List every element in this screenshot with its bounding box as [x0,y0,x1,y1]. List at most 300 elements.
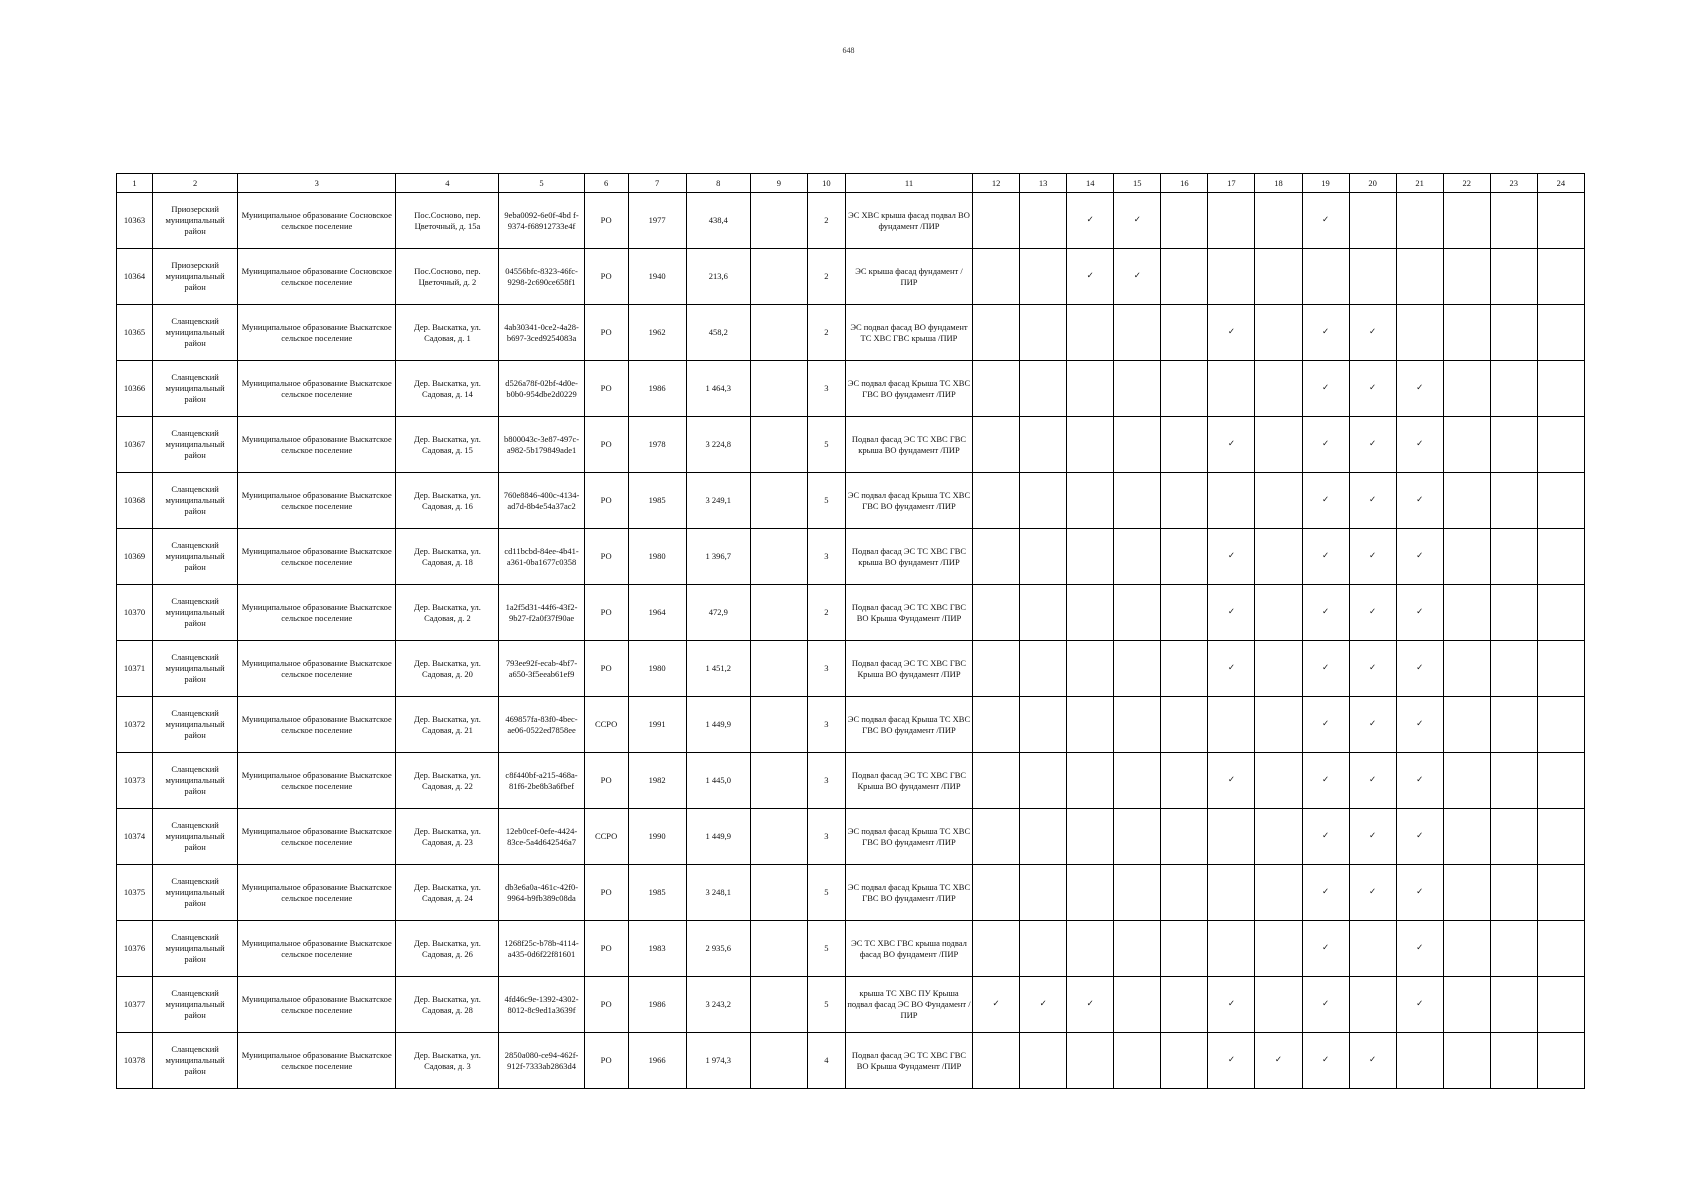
ownership-form-cell: РО [584,249,628,305]
empty-check-cell [1067,1033,1114,1089]
empty-check-cell [1490,921,1537,977]
empty-check-cell [1114,977,1161,1033]
empty-check-cell [1396,305,1443,361]
empty-check-cell [1255,417,1302,473]
page-number: 648 [842,46,855,55]
works-list-cell: Подвал фасад ЭС ТС ХВС ГВС ВО Крыша Фундамент /ПИР [845,1033,972,1089]
floor-count-cell: 2 [807,305,845,361]
empty-check-cell [1537,697,1584,753]
checkmark-icon: ✓ [1302,305,1349,361]
empty-check-cell [1020,417,1067,473]
checkmark-icon: ✓ [1396,585,1443,641]
ownership-form-cell: РО [584,305,628,361]
municipality-cell: Муниципальное образование Выскатское сельское поселение [238,809,396,865]
build-year-cell: 1980 [628,641,686,697]
total-area-cell: 2 935,6 [686,921,750,977]
empty-check-cell [1020,305,1067,361]
record-id-cell: 10369 [117,529,153,585]
column-header-9: 9 [750,174,807,193]
empty-check-cell [1443,249,1490,305]
table-row [117,361,1585,417]
column-header-15: 15 [1114,174,1161,193]
empty-check-cell [1443,977,1490,1033]
empty-check-cell [1349,921,1396,977]
column-9-cell [750,641,807,697]
build-year-cell: 1982 [628,753,686,809]
empty-check-cell [1161,305,1208,361]
floor-count-cell: 5 [807,921,845,977]
column-header-17: 17 [1208,174,1255,193]
ownership-form-cell: РО [584,585,628,641]
building-guid-cell: cd11bcbd-84ee-4b41-a361-0ba1677c0358 [499,529,584,585]
address-cell: Дер. Выскатка, ул. Садовая, д. 16 [396,473,499,529]
empty-check-cell [1490,585,1537,641]
empty-check-cell [973,921,1020,977]
empty-check-cell [973,417,1020,473]
record-id-cell: 10370 [117,585,153,641]
empty-check-cell [1161,585,1208,641]
empty-check-cell [1067,865,1114,921]
build-year-cell: 1964 [628,585,686,641]
checkmark-icon: ✓ [1349,697,1396,753]
checkmark-icon: ✓ [1396,473,1443,529]
column-9-cell [750,753,807,809]
empty-check-cell [1255,585,1302,641]
checkmark-icon: ✓ [1302,921,1349,977]
table-row [117,305,1585,361]
checkmark-icon: ✓ [1396,417,1443,473]
build-year-cell: 1966 [628,1033,686,1089]
column-header-19: 19 [1302,174,1349,193]
empty-check-cell [1208,809,1255,865]
column-9-cell [750,305,807,361]
checkmark-icon: ✓ [1114,193,1161,249]
empty-check-cell [1161,417,1208,473]
ownership-form-cell: РО [584,473,628,529]
empty-check-cell [1443,809,1490,865]
checkmark-icon: ✓ [1396,977,1443,1033]
empty-check-cell [1161,865,1208,921]
empty-check-cell [1490,1033,1537,1089]
municipality-cell: Муниципальное образование Выскатское сельское поселение [238,585,396,641]
checkmark-icon: ✓ [1396,697,1443,753]
empty-check-cell [1020,865,1067,921]
housing-register-table [116,173,1585,1089]
checkmark-icon: ✓ [1349,473,1396,529]
works-list-cell: Подвал фасад ЭС ТС ХВС ГВС Крыша ВО фундамент /ПИР [845,641,972,697]
empty-check-cell [1114,865,1161,921]
empty-check-cell [1114,529,1161,585]
empty-check-cell [1067,697,1114,753]
checkmark-icon: ✓ [1302,1033,1349,1089]
total-area-cell: 3 249,1 [686,473,750,529]
empty-check-cell [1020,921,1067,977]
building-guid-cell: 1a2f5d31-44f6-43f2-9b27-f2a0f37f90ae [499,585,584,641]
checkmark-icon: ✓ [973,977,1020,1033]
district-cell: Сланцевский муниципальный район [153,473,238,529]
build-year-cell: 1985 [628,473,686,529]
empty-check-cell [1396,1033,1443,1089]
empty-check-cell [1067,585,1114,641]
table-row [117,585,1585,641]
column-9-cell [750,809,807,865]
record-id-cell: 10373 [117,753,153,809]
empty-check-cell [1443,697,1490,753]
total-area-cell: 213,6 [686,249,750,305]
address-cell: Дер. Выскатка, ул. Садовая, д. 15 [396,417,499,473]
floor-count-cell: 2 [807,585,845,641]
building-guid-cell: 793ee92f-ecab-4bf7-a650-3f5eeab61ef9 [499,641,584,697]
column-header-13: 13 [1020,174,1067,193]
record-id-cell: 10376 [117,921,153,977]
empty-check-cell [1396,249,1443,305]
empty-check-cell [1161,193,1208,249]
district-cell: Сланцевский муниципальный район [153,977,238,1033]
works-list-cell: Подвал фасад ЭС ТС ХВС ГВС крыша ВО фундамент /ПИР [845,417,972,473]
empty-check-cell [1396,193,1443,249]
empty-check-cell [1067,809,1114,865]
building-guid-cell: b800043c-3e87-497c-a982-5b179849ade1 [499,417,584,473]
table-row [117,1033,1585,1089]
ownership-form-cell: РО [584,753,628,809]
empty-check-cell [1490,473,1537,529]
column-header-10: 10 [807,174,845,193]
ownership-form-cell: ССРО [584,809,628,865]
district-cell: Сланцевский муниципальный район [153,921,238,977]
district-cell: Сланцевский муниципальный район [153,305,238,361]
municipality-cell: Муниципальное образование Выскатское сельское поселение [238,1033,396,1089]
build-year-cell: 1962 [628,305,686,361]
empty-check-cell [1255,193,1302,249]
record-id-cell: 10365 [117,305,153,361]
works-list-cell: крыша ТС ХВС ПУ Крыша подвал фасад ЭС ВО Фундамент /ПИР [845,977,972,1033]
works-list-cell: Подвал фасад ЭС ТС ХВС ГВС ВО Крыша Фундамент /ПИР [845,585,972,641]
table-row [117,809,1585,865]
checkmark-icon: ✓ [1349,809,1396,865]
column-9-cell [750,585,807,641]
empty-check-cell [1255,753,1302,809]
empty-check-cell [1020,473,1067,529]
empty-check-cell [973,361,1020,417]
building-guid-cell: 04556bfc-8323-46fc-9298-2c690ce658f1 [499,249,584,305]
column-9-cell [750,361,807,417]
total-area-cell: 1 974,3 [686,1033,750,1089]
table-row [117,977,1585,1033]
checkmark-icon: ✓ [1349,753,1396,809]
municipality-cell: Муниципальное образование Выскатское сельское поселение [238,641,396,697]
empty-check-cell [1443,1033,1490,1089]
total-area-cell: 472,9 [686,585,750,641]
empty-check-cell [973,697,1020,753]
column-header-20: 20 [1349,174,1396,193]
build-year-cell: 1986 [628,361,686,417]
works-list-cell: ЭС ХВС крыша фасад подвал ВО фундамент /ПИР [845,193,972,249]
address-cell: Дер. Выскатка, ул. Садовая, д. 22 [396,753,499,809]
checkmark-icon: ✓ [1396,529,1443,585]
header-row [117,174,1585,193]
empty-check-cell [1255,361,1302,417]
empty-check-cell [1537,585,1584,641]
record-id-cell: 10364 [117,249,153,305]
empty-check-cell [1255,305,1302,361]
works-list-cell: Подвал фасад ЭС ТС ХВС ГВС крыша ВО фундамент /ПИР [845,529,972,585]
ownership-form-cell: РО [584,977,628,1033]
empty-check-cell [1537,249,1584,305]
works-list-cell: ЭС ТС ХВС ГВС крыша подвал фасад ВО фундамент /ПИР [845,921,972,977]
empty-check-cell [1114,809,1161,865]
address-cell: Дер. Выскатка, ул. Садовая, д. 26 [396,921,499,977]
empty-check-cell [1114,473,1161,529]
column-header-1: 1 [117,174,153,193]
empty-check-cell [1020,753,1067,809]
works-list-cell: ЭС подвал фасад Крыша ТС ХВС ГВС ВО фундамент /ПИР [845,809,972,865]
works-list-cell: Подвал фасад ЭС ТС ХВС ГВС Крыша ВО фундамент /ПИР [845,753,972,809]
column-9-cell [750,249,807,305]
build-year-cell: 1983 [628,921,686,977]
record-id-cell: 10367 [117,417,153,473]
building-guid-cell: db3e6a0a-461c-42f0-9964-b9fb389c08da [499,865,584,921]
ownership-form-cell: РО [584,641,628,697]
building-guid-cell: 469857fa-83f0-4bec-ae06-0522ed7858ee [499,697,584,753]
checkmark-icon: ✓ [1067,249,1114,305]
empty-check-cell [1443,529,1490,585]
empty-check-cell [1255,865,1302,921]
checkmark-icon: ✓ [1302,585,1349,641]
checkmark-icon: ✓ [1208,585,1255,641]
floor-count-cell: 2 [807,249,845,305]
empty-check-cell [1067,753,1114,809]
empty-check-cell [1443,417,1490,473]
empty-check-cell [1255,249,1302,305]
column-9-cell [750,865,807,921]
total-area-cell: 3 248,1 [686,865,750,921]
build-year-cell: 1985 [628,865,686,921]
ownership-form-cell: ССРО [584,697,628,753]
total-area-cell: 458,2 [686,305,750,361]
district-cell: Приозерский муниципальный район [153,193,238,249]
floor-count-cell: 3 [807,697,845,753]
empty-check-cell [1443,865,1490,921]
empty-check-cell [973,753,1020,809]
empty-check-cell [1161,1033,1208,1089]
address-cell: Пос.Сосново, пер. Цветочный, д. 2 [396,249,499,305]
empty-check-cell [1208,473,1255,529]
total-area-cell: 1 464,3 [686,361,750,417]
municipality-cell: Муниципальное образование Выскатское сельское поселение [238,473,396,529]
empty-check-cell [973,585,1020,641]
floor-count-cell: 4 [807,1033,845,1089]
empty-check-cell [1537,193,1584,249]
record-id-cell: 10375 [117,865,153,921]
empty-check-cell [1020,529,1067,585]
column-header-2: 2 [153,174,238,193]
empty-check-cell [1114,697,1161,753]
table-row [117,249,1585,305]
total-area-cell: 438,4 [686,193,750,249]
empty-check-cell [1020,585,1067,641]
empty-check-cell [1443,641,1490,697]
empty-check-cell [1255,977,1302,1033]
empty-check-cell [1490,641,1537,697]
record-id-cell: 10372 [117,697,153,753]
address-cell: Дер. Выскатка, ул. Садовая, д. 2 [396,585,499,641]
municipality-cell: Муниципальное образование Выскатское сельское поселение [238,865,396,921]
works-list-cell: ЭС подвал фасад Крыша ТС ХВС ГВС ВО фундамент /ПИР [845,865,972,921]
total-area-cell: 1 449,9 [686,809,750,865]
building-guid-cell: c8f440bf-a215-468a-81f6-2be8b3a6fbef [499,753,584,809]
checkmark-icon: ✓ [1302,641,1349,697]
empty-check-cell [1490,809,1537,865]
floor-count-cell: 3 [807,529,845,585]
checkmark-icon: ✓ [1302,697,1349,753]
empty-check-cell [1443,361,1490,417]
table-body [117,193,1585,1089]
empty-check-cell [1114,305,1161,361]
checkmark-icon: ✓ [1208,977,1255,1033]
checkmark-icon: ✓ [1208,529,1255,585]
checkmark-icon: ✓ [1255,1033,1302,1089]
column-header-16: 16 [1161,174,1208,193]
checkmark-icon: ✓ [1114,249,1161,305]
empty-check-cell [1537,529,1584,585]
empty-check-cell [1255,921,1302,977]
empty-check-cell [1067,921,1114,977]
floor-count-cell: 3 [807,809,845,865]
checkmark-icon: ✓ [1349,417,1396,473]
empty-check-cell [1114,417,1161,473]
checkmark-icon: ✓ [1208,753,1255,809]
record-id-cell: 10377 [117,977,153,1033]
works-list-cell: ЭС подвал фасад ВО фундамент ТС ХВС ГВС крыша /ПИР [845,305,972,361]
checkmark-icon: ✓ [1302,417,1349,473]
empty-check-cell [1114,361,1161,417]
checkmark-icon: ✓ [1302,473,1349,529]
column-9-cell [750,1033,807,1089]
checkmark-icon: ✓ [1396,865,1443,921]
floor-count-cell: 5 [807,473,845,529]
empty-check-cell [973,193,1020,249]
empty-check-cell [1490,977,1537,1033]
works-list-cell: ЭС подвал фасад Крыша ТС ХВС ГВС ВО фундамент /ПИР [845,473,972,529]
table-row [117,697,1585,753]
empty-check-cell [1114,641,1161,697]
checkmark-icon: ✓ [1208,641,1255,697]
empty-check-cell [1537,753,1584,809]
checkmark-icon: ✓ [1349,865,1396,921]
empty-check-cell [1443,305,1490,361]
column-9-cell [750,193,807,249]
checkmark-icon: ✓ [1349,305,1396,361]
checkmark-icon: ✓ [1349,361,1396,417]
table-row [117,193,1585,249]
total-area-cell: 1 445,0 [686,753,750,809]
district-cell: Сланцевский муниципальный район [153,809,238,865]
record-id-cell: 10374 [117,809,153,865]
table-row [117,529,1585,585]
district-cell: Сланцевский муниципальный район [153,529,238,585]
floor-count-cell: 5 [807,417,845,473]
empty-check-cell [1443,585,1490,641]
empty-check-cell [1161,473,1208,529]
empty-check-cell [973,1033,1020,1089]
municipality-cell: Муниципальное образование Сосновское сельское поселение [238,249,396,305]
checkmark-icon: ✓ [1302,753,1349,809]
address-cell: Дер. Выскатка, ул. Садовая, д. 23 [396,809,499,865]
empty-check-cell [1490,305,1537,361]
empty-check-cell [1537,977,1584,1033]
empty-check-cell [1490,697,1537,753]
empty-check-cell [1067,417,1114,473]
empty-check-cell [973,865,1020,921]
address-cell: Дер. Выскатка, ул. Садовая, д. 20 [396,641,499,697]
empty-check-cell [1255,641,1302,697]
building-guid-cell: 4ab30341-0ce2-4a28-b697-3ced9254083a [499,305,584,361]
ownership-form-cell: РО [584,1033,628,1089]
column-header-5: 5 [499,174,584,193]
empty-check-cell [1161,753,1208,809]
empty-check-cell [1490,753,1537,809]
municipality-cell: Муниципальное образование Выскатское сельское поселение [238,921,396,977]
checkmark-icon: ✓ [1302,193,1349,249]
table-row [117,921,1585,977]
district-cell: Сланцевский муниципальный район [153,697,238,753]
empty-check-cell [1537,305,1584,361]
floor-count-cell: 2 [807,193,845,249]
empty-check-cell [1490,529,1537,585]
record-id-cell: 10366 [117,361,153,417]
total-area-cell: 1 449,9 [686,697,750,753]
ownership-form-cell: РО [584,361,628,417]
column-header-7: 7 [628,174,686,193]
checkmark-icon: ✓ [1349,1033,1396,1089]
empty-check-cell [1349,249,1396,305]
empty-check-cell [1537,361,1584,417]
checkmark-icon: ✓ [1349,641,1396,697]
column-header-11: 11 [845,174,972,193]
building-guid-cell: 760e8846-400c-4134-ad7d-8b4e54a37ac2 [499,473,584,529]
column-header-22: 22 [1443,174,1490,193]
empty-check-cell [1349,193,1396,249]
checkmark-icon: ✓ [1396,361,1443,417]
empty-check-cell [1302,249,1349,305]
empty-check-cell [1490,865,1537,921]
empty-check-cell [1020,641,1067,697]
building-guid-cell: 12eb0cef-0efe-4424-83ce-5a4d642546a7 [499,809,584,865]
record-id-cell: 10371 [117,641,153,697]
table-row [117,641,1585,697]
column-9-cell [750,977,807,1033]
empty-check-cell [1161,977,1208,1033]
empty-check-cell [1020,193,1067,249]
checkmark-icon: ✓ [1349,529,1396,585]
works-list-cell: ЭС крыша фасад фундамент /ПИР [845,249,972,305]
build-year-cell: 1991 [628,697,686,753]
checkmark-icon: ✓ [1302,809,1349,865]
address-cell: Дер. Выскатка, ул. Садовая, д. 21 [396,697,499,753]
empty-check-cell [1443,193,1490,249]
total-area-cell: 3 224,8 [686,417,750,473]
record-id-cell: 10378 [117,1033,153,1089]
build-year-cell: 1940 [628,249,686,305]
checkmark-icon: ✓ [1302,865,1349,921]
checkmark-icon: ✓ [1020,977,1067,1033]
empty-check-cell [1020,809,1067,865]
empty-check-cell [1537,809,1584,865]
column-9-cell [750,473,807,529]
build-year-cell: 1978 [628,417,686,473]
empty-check-cell [973,305,1020,361]
municipality-cell: Муниципальное образование Выскатское сельское поселение [238,305,396,361]
